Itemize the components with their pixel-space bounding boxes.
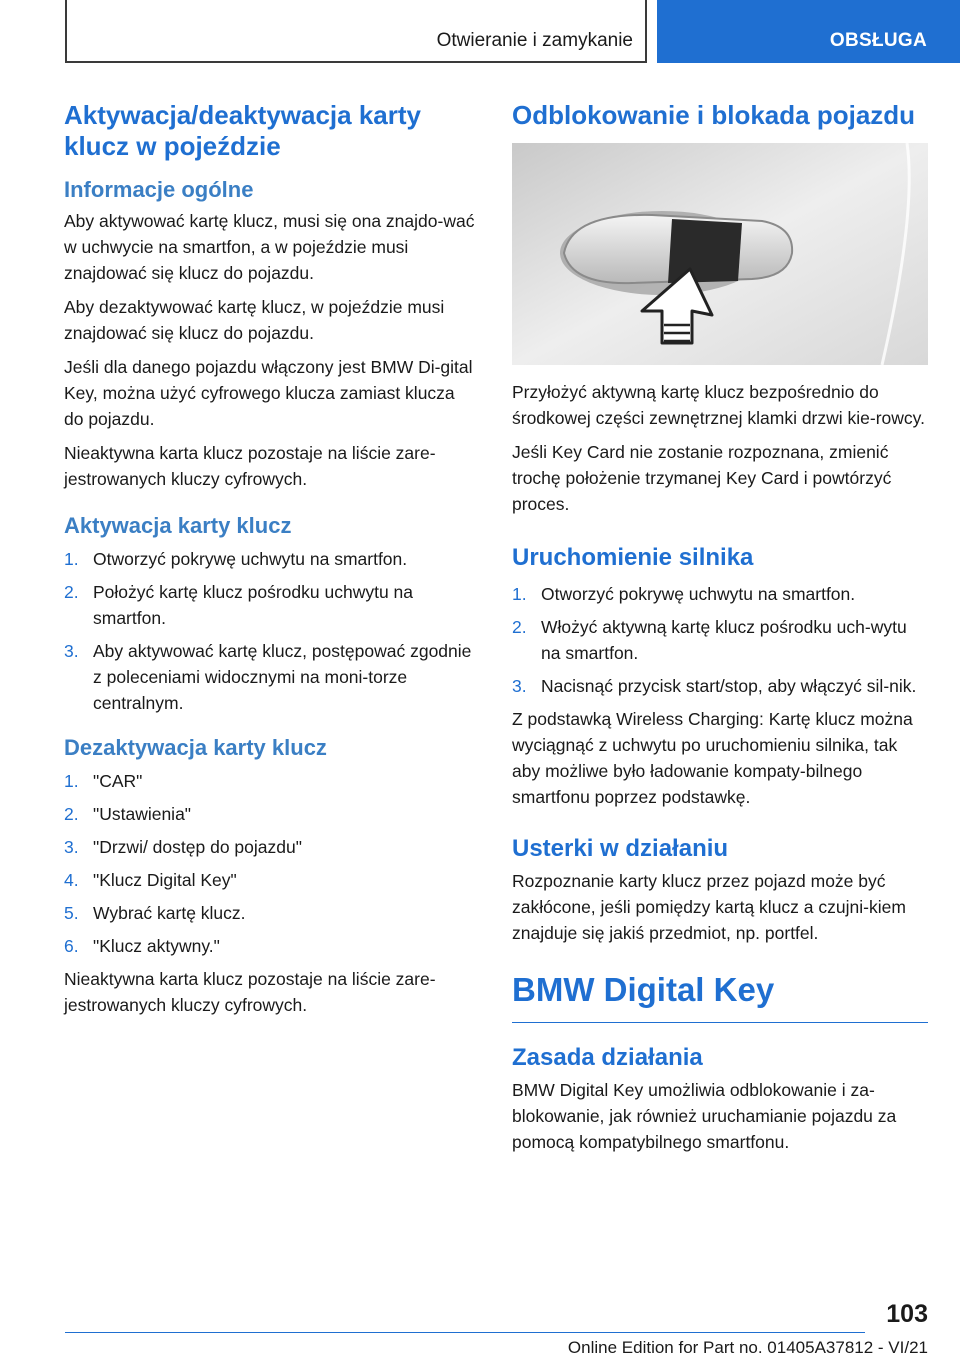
activation-steps bbox=[64, 546, 478, 716]
start-note: Z podstawką Wireless Charging: Kartę klucz można wyciągnąć z uchwytu po uruchomieniu silnika, tak aby możliwe było ładowanie kompaty-bilnego smartfonu poprzez podstawkę. bbox=[512, 709, 913, 807]
start-steps bbox=[512, 581, 928, 699]
left-column bbox=[64, 100, 478, 1026]
list-item: 3. "Drzwi/ dostęp do pojazdu" bbox=[64, 837, 302, 857]
section-tab-label: OBSŁUGA bbox=[829, 30, 927, 51]
right-column bbox=[512, 100, 928, 1163]
list-item: 4. "Klucz Digital Key" bbox=[64, 870, 237, 890]
bmw-digital-key-heading: BMW Digital Key bbox=[512, 970, 928, 1023]
general-paragraph: Jeśli dla danego pojazdu włączony jest BMW Di-gital Key, można użyć cyfrowego klucza zamiast klucza do pojazdu. bbox=[64, 357, 473, 429]
list-item: 2. "Ustawienia" bbox=[64, 804, 192, 824]
list-item: 5. Wybrać kartę klucz. bbox=[64, 903, 246, 923]
deactivation-note: Nieaktywna karta klucz pozostaje na liście zare-jestrowanych kluczy cyfrowych. bbox=[64, 969, 436, 1015]
faults-text: Rozpoznanie karty klucz przez pojazd może być zakłócone, jeśli pomiędzy kartą klucz a czujni-kiem znajduje się jakiś przedmiot, np. portfel. bbox=[512, 871, 906, 943]
page-number: 103 bbox=[886, 1300, 928, 1328]
list-item: 3. Nacisnąć przycisk start/stop, aby włączyć sil-nik. bbox=[512, 676, 917, 696]
general-heading: Informacje ogólne bbox=[64, 177, 254, 202]
principle-heading: Zasada działania bbox=[512, 1044, 703, 1071]
list-item: 1. Otworzyć pokrywę uchwytu na smartfon. bbox=[512, 584, 856, 604]
door-handle-illustration bbox=[512, 143, 928, 365]
section-tab[interactable] bbox=[657, 0, 960, 63]
general-paragraph: Aby dezaktywować kartę klucz, w pojeździe musi znajdować się klucz do pojazdu. bbox=[64, 297, 445, 343]
unlock-paragraph: Przyłożyć aktywną kartę klucz bezpośrednio do środkowej części zewnętrznej klamki drzwi kie-rowcy. bbox=[512, 382, 925, 428]
start-heading: Uruchomienie silnika bbox=[512, 544, 754, 571]
list-item: 1. Otworzyć pokrywę uchwytu na smartfon. bbox=[64, 549, 408, 569]
footer-edition: Online Edition for Part no. 01405A37812 - VI/21 bbox=[567, 1338, 928, 1357]
list-item: 3. Aby aktywować kartę klucz, postępować zgodnie z poleceniami widocznymi na moni-torze centralnym. bbox=[64, 641, 472, 713]
list-item: 2. Położyć kartę klucz pośrodku uchwytu na smartfon. bbox=[64, 582, 414, 628]
header-title: Otwieranie i zamykanie bbox=[436, 30, 633, 51]
main-title: Aktywacja/deaktywacja karty klucz w pojeździe bbox=[64, 100, 421, 161]
list-item: 2. Włożyć aktywną kartę klucz pośrodku uch-wytu na smartfon. bbox=[512, 617, 907, 663]
deactivation-heading: Dezaktywacja karty klucz bbox=[64, 735, 327, 760]
unlock-paragraph: Jeśli Key Card nie zostanie rozpoznana, zmienić trochę położenie trzymanej Key Card i powtórzyć proces. bbox=[512, 442, 892, 514]
header-frame bbox=[65, 0, 647, 63]
general-paragraph: Nieaktywna karta klucz pozostaje na liście zare-jestrowanych kluczy cyfrowych. bbox=[64, 443, 436, 489]
list-item: 6. "Klucz aktywny." bbox=[64, 936, 220, 956]
general-paragraph: Aby aktywować kartę klucz, musi się ona znajdo-wać w uchwycie na smartfon, a w pojeździe musi znajdować się klucz do pojazdu. bbox=[64, 211, 475, 283]
principle-text: BMW Digital Key umożliwia odblokowanie i za-blokowanie, jak również uruchamianie pojazdu za pomocą kompatybilnego smartfonu. bbox=[512, 1080, 897, 1152]
list-item: 1. "CAR" bbox=[64, 771, 143, 791]
deactivation-steps bbox=[64, 768, 478, 959]
activation-heading: Aktywacja karty klucz bbox=[64, 513, 292, 538]
footer-divider bbox=[65, 1332, 865, 1333]
unlock-heading: Odblokowanie i blokada pojazdu bbox=[512, 100, 916, 130]
faults-heading: Usterki w działaniu bbox=[512, 835, 729, 862]
